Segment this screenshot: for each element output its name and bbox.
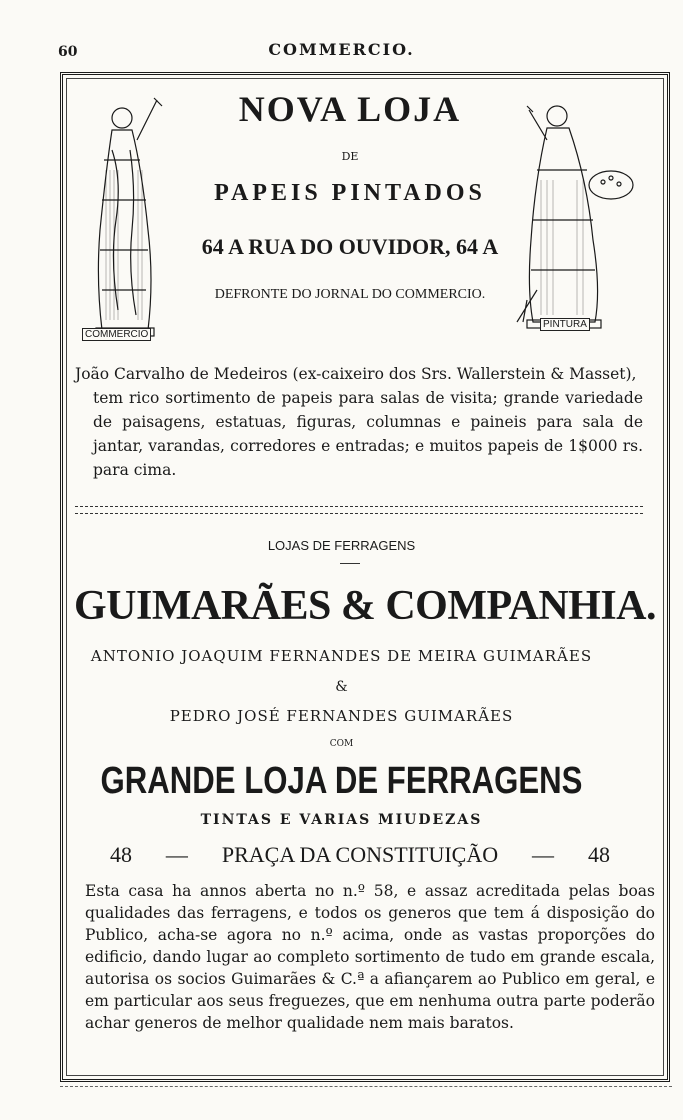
ad1-location: DEFRONTE DO JORNAL DO COMMERCIO. bbox=[214, 287, 486, 302]
ad2-firm-name: GUIMARÃES & COMPANHIA. bbox=[73, 583, 657, 629]
ad2-com: COM bbox=[329, 739, 354, 749]
ad2-partner-1: ANTONIO JOAQUIM FERNANDES DE MEIRA GUIMARÃES bbox=[90, 647, 593, 665]
address-dash-right: — bbox=[532, 842, 555, 867]
ad1-de: DE bbox=[341, 150, 359, 163]
ad1-address: 64 A RUA DO OUVIDOR, 64 A bbox=[201, 234, 499, 259]
ad2-address bbox=[110, 842, 610, 868]
address-street: PRAÇA DA CONSTITUIÇÃO bbox=[221, 842, 499, 867]
ad2-ampersand: & bbox=[335, 679, 348, 695]
ad2-goods: TINTAS E VARIAS MIUDEZAS bbox=[200, 812, 483, 828]
ad2-partner-2: PEDRO JOSÉ FERNANDES GUIMARÃES bbox=[169, 707, 514, 725]
ad1-body-first: João Carvalho de Medeiros (ex-caixeiro dos Srs. Wallerstein & Masset), bbox=[75, 365, 637, 383]
running-title: COMMERCIO. bbox=[268, 40, 415, 59]
ad2-body: Esta casa ha annos aberta no n.º 58, e assaz acreditada pelas boas qualidades das ferragens, e todos os generos que tem á disposição do Publico, acha-se agora no n.º acima, onde as vastas proporções do edificio, dando lugar ao completo sortimento de tudo em grande escala, autorisa os socios Guimarães & C.ª a afiançarem ao Publico em geral, e em particular aos seus freguezes, que em nenhuma outra parte poderão achar generos de melhor qualidade nem mais baratos. bbox=[85, 882, 655, 1032]
section-divider bbox=[75, 506, 643, 514]
ad1-body bbox=[75, 362, 643, 482]
pintura-caption: PINTURA bbox=[540, 318, 590, 331]
address-number-left: 48 bbox=[110, 842, 132, 867]
ad2-store-name: GRANDE LOJA DE FERRAGENS bbox=[100, 760, 583, 802]
commercio-caption: COMMERCIO bbox=[82, 328, 151, 341]
address-dash-left: — bbox=[165, 842, 188, 867]
bottom-rule bbox=[60, 1086, 672, 1087]
ad1-subtitle: PAPEIS PINTADOS bbox=[214, 180, 486, 206]
heading-rule bbox=[340, 563, 360, 564]
ad1-body-rest: tem rico sortimento de papeis para salas de visita; grande variedade de paisagens, estatuas, figuras, columnas e paineis para sala de jantar, varandas, corredores e entradas; e muitos papeis de 1$000 rs. para cima. bbox=[93, 389, 643, 479]
address-number-right: 48 bbox=[587, 842, 610, 867]
ad2-heading: LOJAS DE FERRAGENS bbox=[267, 538, 416, 553]
ad1-title: NOVA LOJA bbox=[238, 89, 462, 129]
page-number: 60 bbox=[58, 44, 78, 60]
